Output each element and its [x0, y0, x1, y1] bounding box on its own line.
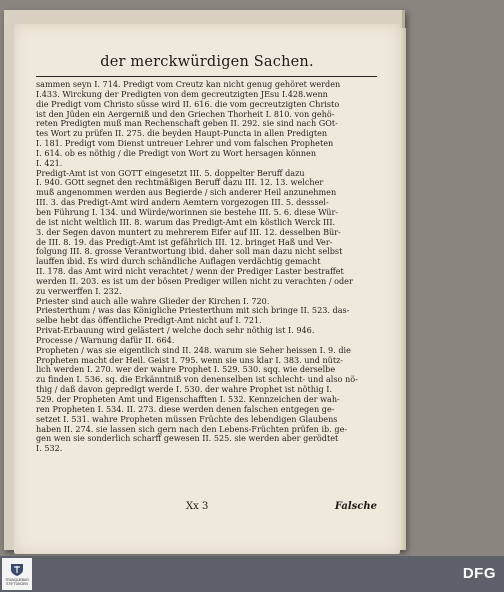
text-line: I. 940. GOtt segnet den rechtmäßigen Beruff dazu III. 12. 13. welcher: [36, 178, 324, 188]
text-line: die Predigt vom Christo süsse wird II. 616. die vom gecreutzigten Christo: [36, 99, 340, 109]
text-line: lich werden I. 270. wer der wahre Prophet I. 529. 530. sqq. wie derselbe: [36, 365, 336, 375]
text-line: Priesterthum / was das Königliche Priesterthum mit sich bringe II. 523. das-: [36, 306, 350, 316]
text-line: I.433. Wirckung der Predigten von dem gecreutzigten JEsu I.428.wenn: [36, 89, 328, 99]
text-line: 3. der Segen davon muntert zu mehrerem Eifer auf III. 12. desselben Bür-: [36, 227, 341, 237]
text-line: Processe / Warnung dafür II. 664.: [36, 335, 175, 345]
text-line: reten Predigten muß man Rechenschaft geben II. 292. sie sind nach GOt-: [36, 119, 338, 129]
text-line: zu finden I. 536. sq. die Erkänntniß von denenselben ist schlecht- und also nö-: [36, 375, 358, 385]
text-line: Propheten / was sie eigentlich sind II. 248. warum sie Seher heissen I. 9. die: [36, 345, 351, 355]
text-line: setzet I. 531. wahre Propheten müssen Früchte des lebendigen Glaubens: [36, 414, 338, 424]
text-line: I. 532.: [36, 444, 63, 454]
text-line: I. 614. ob es nöthig / die Predigt von Wort zu Wort hersagen können: [36, 148, 317, 158]
text-line: gen wen sie sonderlich scharff gewesen II. 525. sie werden aber gerödtet: [36, 434, 339, 444]
page-edge: [400, 28, 406, 550]
crest-icon: [9, 563, 25, 577]
header-rule: [36, 76, 377, 77]
text-line: Propheten macht der Heil. Geist I. 795. wenn sie uns klar I. 383. und nütz-: [36, 355, 344, 365]
library-logo[interactable]: [2, 558, 32, 590]
text-line: III. 3. das Predigt-Amt wird andern Aemtern vorgezogen III. 5. desssel-: [36, 198, 329, 208]
text-line: thig / daß davon gepredigt werde I. 530. der wahre Prophet ist nöthig I.: [36, 385, 333, 395]
text-line: Predigt-Amt ist von GOTT eingesetzt III. 5. doppelter Beruff dazu: [36, 168, 305, 178]
text-line: ren Propheten I. 534. II. 273. diese werden denen falschen entgegen ge-: [36, 404, 335, 414]
text-line: sammen seyn I. 714. Predigt vom Creutz kan nicht genug gehöret werden: [36, 80, 341, 89]
text-line: II. 178. das Amt wird nicht verachtet / wenn der Prediger Laster bestraffet: [36, 267, 344, 277]
text-line: I. 421.: [36, 158, 63, 168]
page-footer: [36, 501, 377, 515]
catchword: Falsche: [334, 501, 377, 512]
text-line: de III. 8. 19. das Predigt-Amt ist gefährlich III. 12. bringet Haß und Ver-: [36, 237, 333, 247]
text-line: haben II. 274. sie lassen sich gern nach den Lebens-Früchten prüfen ib. ge-: [36, 424, 348, 434]
dfg-logo[interactable]: DFG: [462, 565, 496, 582]
text-line: I. 181. Predigt vom Dienst untreuer Lehrer und vom falschen Propheten: [36, 139, 334, 149]
running-head: der merckwürdigen Sachen.: [100, 54, 314, 70]
text-line: selbe hebt das öffentliche Predigt-Amt nicht auf I. 721.: [36, 316, 262, 326]
signature-mark: Xx 3: [186, 501, 209, 512]
text-line: Priester sind auch alle wahre Glieder der Kirchen I. 720.: [36, 296, 270, 306]
text-line: lauffen ibid. Es wird durch schändliche Auflagen verdächtig gemacht: [36, 257, 321, 267]
text-line: 529. der Propheten Amt und Eigenschafften I. 532. Kennzeichen der wah-: [36, 395, 340, 404]
text-line: werden II. 203. es ist um der bösen Prediger willen nicht zu verachten / oder: [36, 276, 353, 286]
book-page: [14, 24, 400, 554]
text-line: ist den Jüden ein Aergerniß und den Griechen Thorheit I. 810. von gehö-: [36, 109, 335, 119]
text-line: muß angenommen werden aus Begierde / sich anderer Heil anzunehmen: [36, 188, 337, 198]
text-line: zu verwerffen I. 232.: [36, 286, 122, 296]
text-line: folgung III. 8. grosse Verantwortung ibid. daher soll man dazu nicht selbst: [36, 247, 343, 257]
text-line: de ist nicht weltlich III. 8. warum das Predigt-Amt ein köstlich Werck III.: [36, 217, 336, 227]
text-line: ben Führung I. 134. und Würde/worinnen sie bestehe III. 5. 6. diese Wür-: [36, 207, 339, 217]
book-page-block: [4, 10, 405, 550]
text-line: tes Wort zu prüfen II. 275. die beyden Haupt-Puncta in allen Predigten: [36, 129, 328, 139]
text-line: Privat-Erbauung wird gelästert / welche doch sehr nöthig ist I. 946.: [36, 326, 315, 336]
library-logo-text: TRANQUEBAR STIFTUNGEN: [5, 577, 29, 586]
index-text-body: [36, 80, 377, 454]
viewer-footer-bar: [0, 556, 504, 592]
